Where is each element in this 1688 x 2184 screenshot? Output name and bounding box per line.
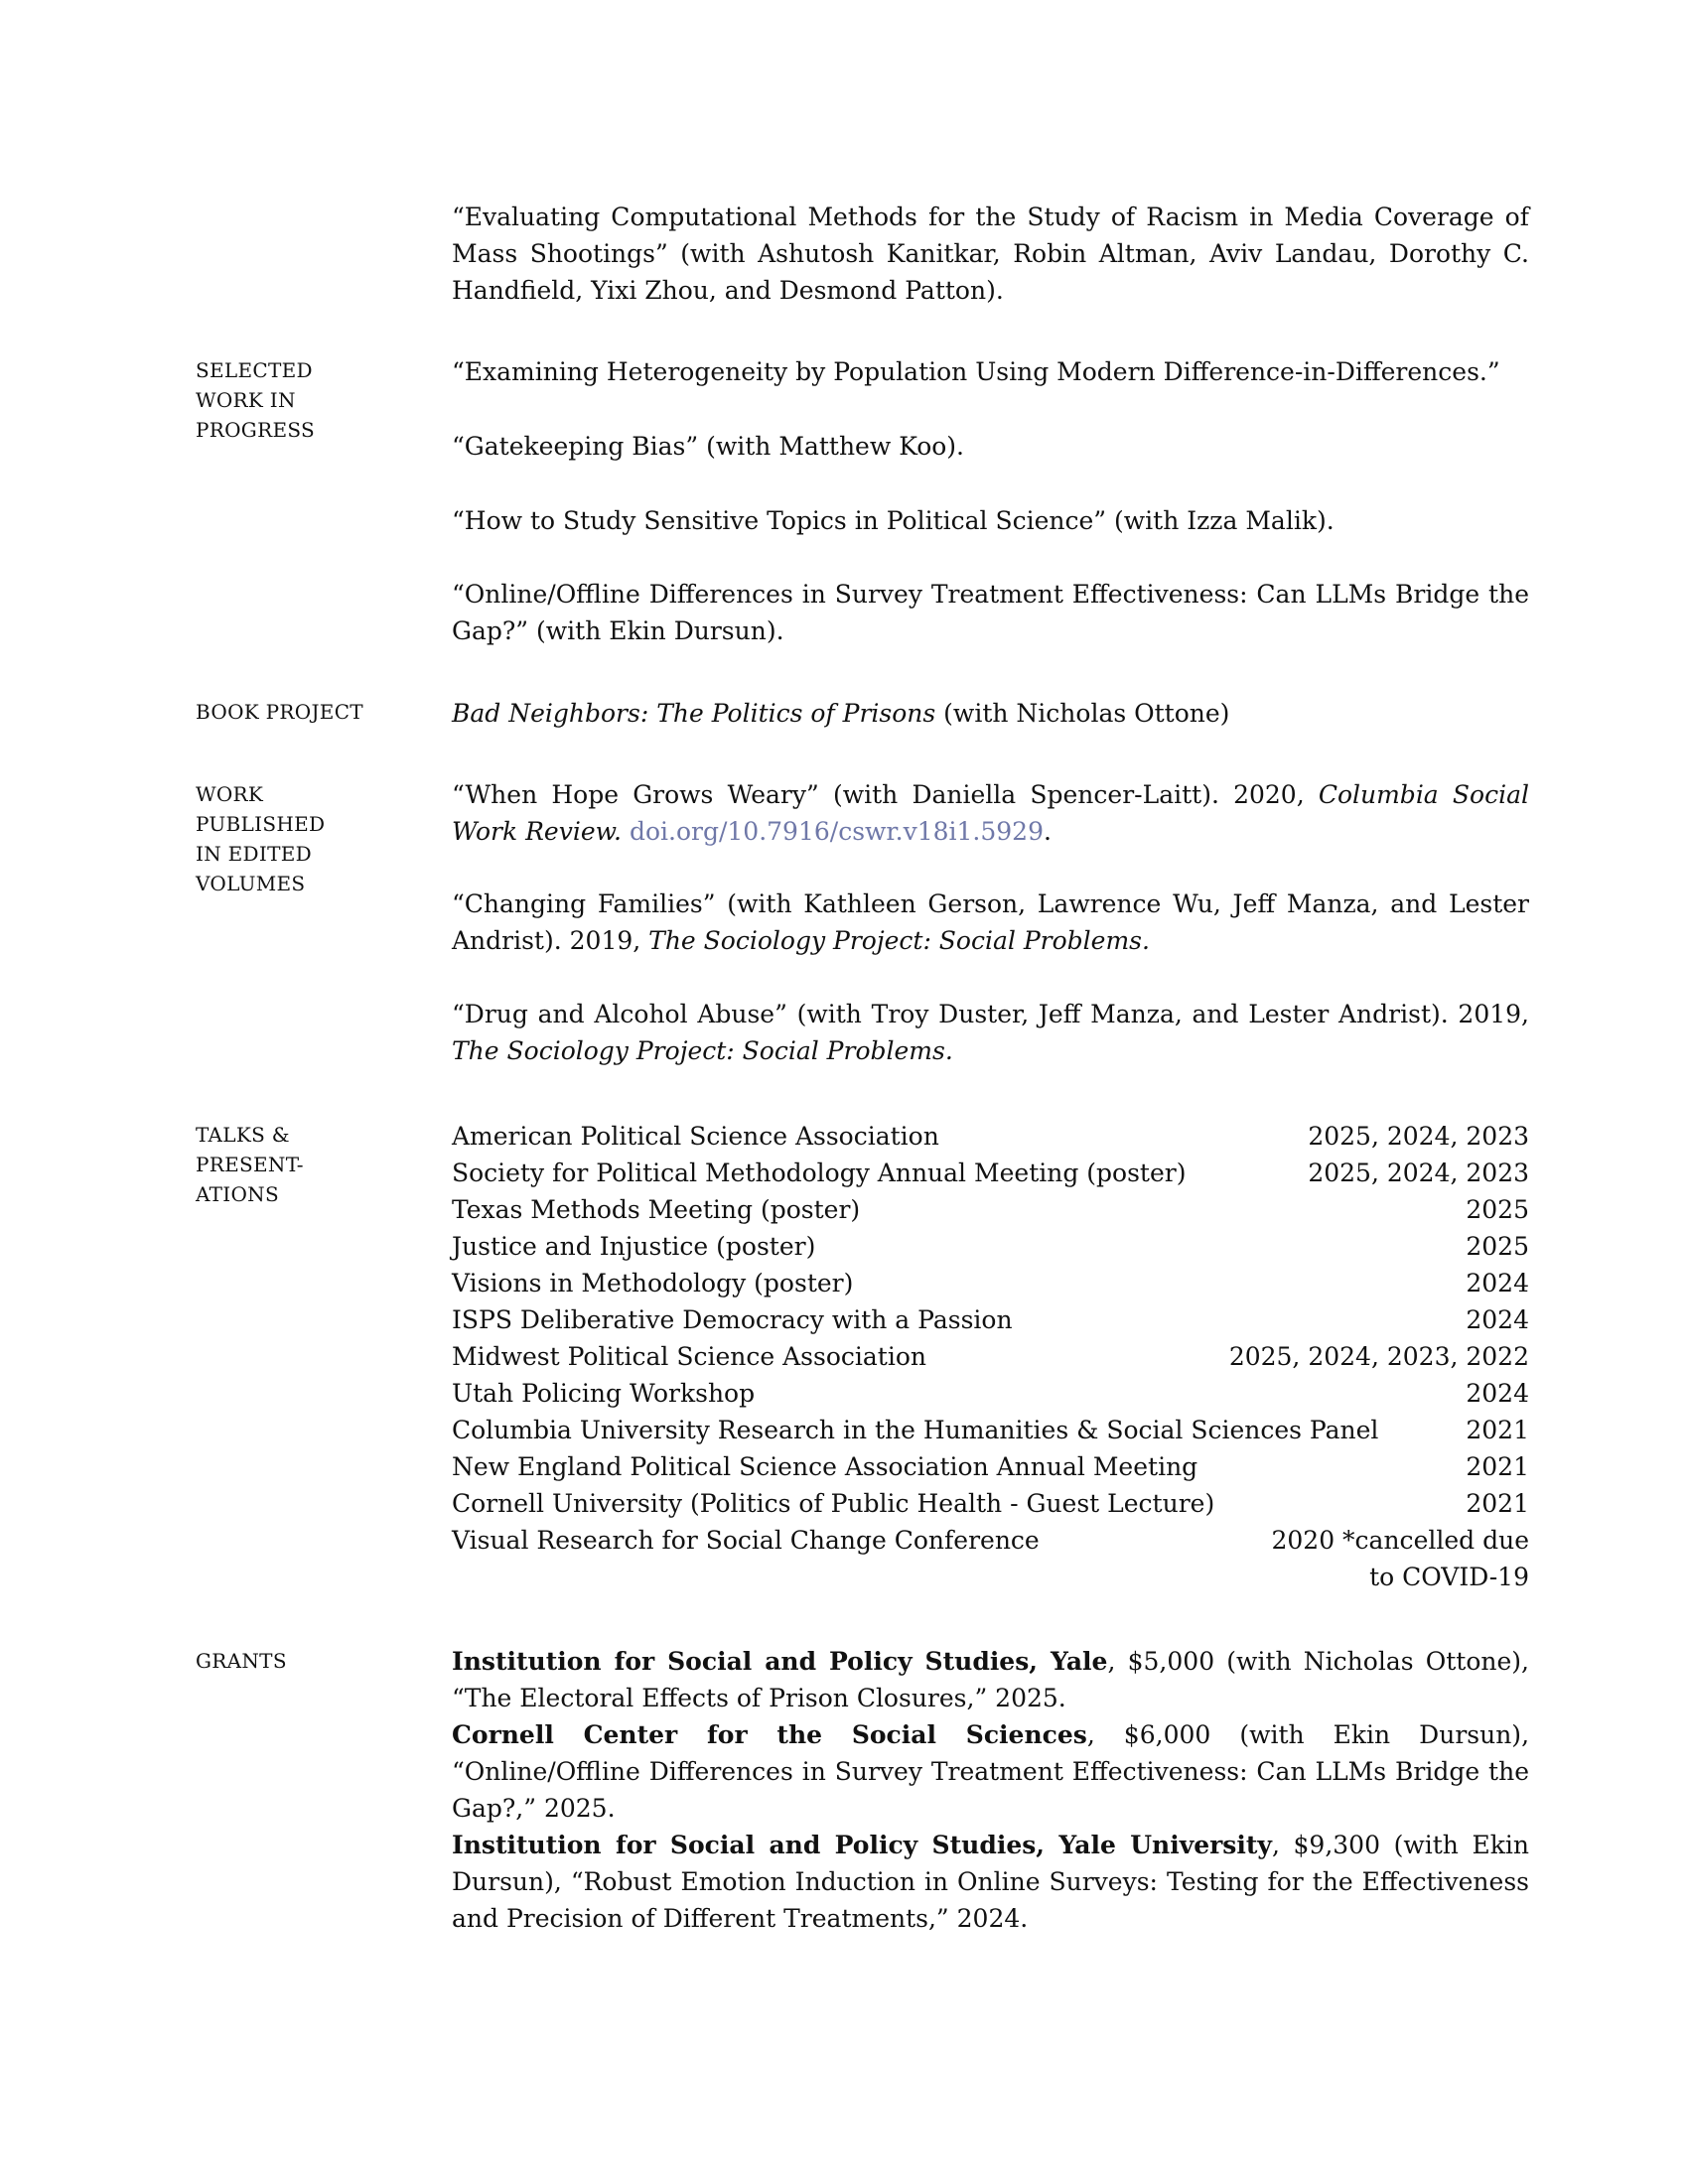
work-in-progress-item	[452, 576, 1529, 649]
edited-volume-item	[452, 996, 1529, 1069]
talk-row	[452, 1522, 1529, 1595]
ev-pre: “When Hope Grows Weary” (with Daniella Spencer-Laitt). 2020,	[452, 780, 1319, 809]
talk-years: 2024	[1466, 1269, 1529, 1297]
grant-rest: , $5,000 (with Nicholas Ottone), “The Electoral Effects of Prison Closures,” 2025.	[452, 1647, 1529, 1712]
talk-name: Cornell University (Politics of Public Health - Guest Lecture)	[452, 1489, 1215, 1518]
ev-pre: “Drug and Alcohol Abuse” (with Troy Duster, Jeff Manza, and Lester Andrist). 2019,	[452, 1000, 1529, 1028]
section-label-book-project	[196, 697, 414, 727]
talk-row	[452, 1338, 1529, 1375]
ev-venue: Columbia Social Work Review.	[452, 780, 1529, 846]
talk-row	[452, 1301, 1529, 1338]
grant-rest: , $6,000 (with Ekin Dursun), “Online/Offline Differences in Survey Treatment Effectiveness: Can LLMs Bridge the Gap?,” 2025.	[452, 1720, 1530, 1823]
book-project-item	[452, 695, 1529, 732]
label-line: VOLUMES	[196, 872, 306, 895]
talk-years: 2025, 2024, 2023	[1308, 1122, 1529, 1151]
edited-volume-text	[452, 776, 1529, 850]
edited-volume-text	[452, 996, 1529, 1069]
talk-row	[452, 1118, 1529, 1155]
section-label-edited-volumes	[196, 779, 414, 898]
ev-post: .	[1044, 817, 1052, 846]
label-line: IN EDITED	[196, 842, 312, 866]
wip-text: “How to Study Sensitive Topics in Political Science” (with Izza Malik).	[452, 506, 1335, 535]
talk-name: Midwest Political Science Association	[452, 1342, 926, 1371]
talk-years: 2025, 2024, 2023, 2022	[1228, 1342, 1529, 1371]
label-line: TALKS &	[196, 1123, 290, 1147]
grant-rest: , $9,300 (with Ekin Dursun), “Robust Emotion Induction in Online Surveys: Testing for the Effectiveness and Precision of Different Treatments,” 2024.	[452, 1831, 1529, 1933]
talk-years: 2025	[1466, 1232, 1529, 1261]
wip-text: “Online/Offline Differences in Survey Treatment Effectiveness: Can LLMs Bridge the Gap?” (with Ekin Dursun).	[452, 580, 1529, 645]
grant-org: Cornell Center for the Social Sciences	[452, 1720, 1087, 1749]
grant-org: Institution for Social and Policy Studies, Yale	[452, 1647, 1108, 1676]
talk-name: Justice and Injustice (poster)	[452, 1232, 816, 1261]
ev-pre: “Changing Families” (with Kathleen Gerson, Lawrence Wu, Jeff Manza, and Lester Andrist). 2019,	[452, 889, 1529, 955]
talk-name: Texas Methods Meeting (poster)	[452, 1195, 861, 1224]
label-line: PROGRESS	[196, 418, 315, 442]
talks-list	[452, 1118, 1529, 1595]
doi-link[interactable]: doi.org/10.7916/cswr.v18i1.5929	[629, 817, 1044, 846]
talk-name: Columbia University Research in the Humanities & Social Sciences Panel	[452, 1416, 1379, 1444]
talk-row	[452, 1448, 1529, 1485]
talk-row	[452, 1375, 1529, 1412]
talk-years: 2025	[1466, 1195, 1529, 1224]
talk-years: 2025, 2024, 2023	[1308, 1159, 1529, 1187]
talk-name: Visions in Methodology (poster)	[452, 1269, 854, 1297]
label-line: PUBLISHED	[196, 812, 326, 836]
top-entry-text	[452, 199, 1529, 309]
book-project-text	[452, 695, 1529, 732]
talk-row	[452, 1155, 1529, 1191]
top-entry	[452, 199, 1529, 309]
talk-row	[452, 1265, 1529, 1301]
grants-list	[452, 1643, 1529, 1937]
label-line: PRESENT-	[196, 1153, 304, 1176]
label-line: BOOK PROJECT	[196, 700, 363, 724]
label-line: GRANTS	[196, 1649, 287, 1673]
work-in-progress-item	[452, 428, 1529, 465]
talk-years: 2024	[1466, 1305, 1529, 1334]
talk-row	[452, 1485, 1529, 1522]
edited-volume-text	[452, 886, 1529, 959]
label-line: ATIONS	[196, 1182, 279, 1206]
talk-years: 2021	[1466, 1452, 1529, 1481]
talk-name: Society for Political Methodology Annual Meeting (poster)	[452, 1159, 1187, 1187]
talk-years: 2024	[1466, 1379, 1529, 1408]
talk-years: 2021	[1466, 1416, 1529, 1444]
edited-volume-item	[452, 776, 1529, 850]
book-rest: (with Nicholas Ottone)	[935, 699, 1230, 728]
grant-org: Institution for Social and Policy Studies, Yale University	[452, 1831, 1272, 1859]
grant-item	[452, 1643, 1529, 1716]
label-line: WORK IN	[196, 388, 296, 412]
wip-text: “Gatekeeping Bias” (with Matthew Koo).	[452, 432, 965, 461]
talk-name: Utah Policing Workshop	[452, 1379, 756, 1408]
work-in-progress-item	[452, 353, 1529, 390]
top-entry-title: “Evaluating Computational Methods for the Study of Racism in Media Coverage of Mass Shootings”	[452, 203, 1529, 268]
talk-name: Visual Research for Social Change Conference	[452, 1526, 1040, 1555]
talk-row	[452, 1191, 1529, 1228]
label-line: SELECTED	[196, 358, 313, 382]
book-title: Bad Neighbors: The Politics of Prisons	[452, 699, 936, 728]
talk-row	[452, 1228, 1529, 1265]
talk-row	[452, 1412, 1529, 1448]
ev-venue: The Sociology Project: Social Problems.	[648, 926, 1150, 955]
wip-text: “Examining Heterogeneity by Population Using Modern Difference-in-Differences.”	[452, 357, 1500, 386]
section-label-talks	[196, 1120, 414, 1209]
ev-venue: The Sociology Project: Social Problems.	[452, 1036, 953, 1065]
section-label-work-in-progress	[196, 355, 414, 445]
grant-item	[452, 1827, 1529, 1937]
top-entry-rest: (with Ashutosh Kanitkar, Robin Altman, Aviv Landau, Dorothy C. Handfield, Yixi Zhou, and Desmond Patton).	[452, 239, 1529, 305]
section-label-grants	[196, 1646, 414, 1676]
label-line: WORK	[196, 782, 264, 806]
talk-years: 2020 *cancelled due to COVID-19	[1271, 1526, 1529, 1591]
talk-name: New England Political Science Association Annual Meeting	[452, 1452, 1198, 1481]
talk-years: 2021	[1466, 1489, 1529, 1518]
edited-volume-item	[452, 886, 1529, 959]
work-in-progress-item	[452, 502, 1529, 539]
grant-item	[452, 1716, 1529, 1827]
talk-name: ISPS Deliberative Democracy with a Passion	[452, 1305, 1013, 1334]
talk-name: American Political Science Association	[452, 1122, 939, 1151]
